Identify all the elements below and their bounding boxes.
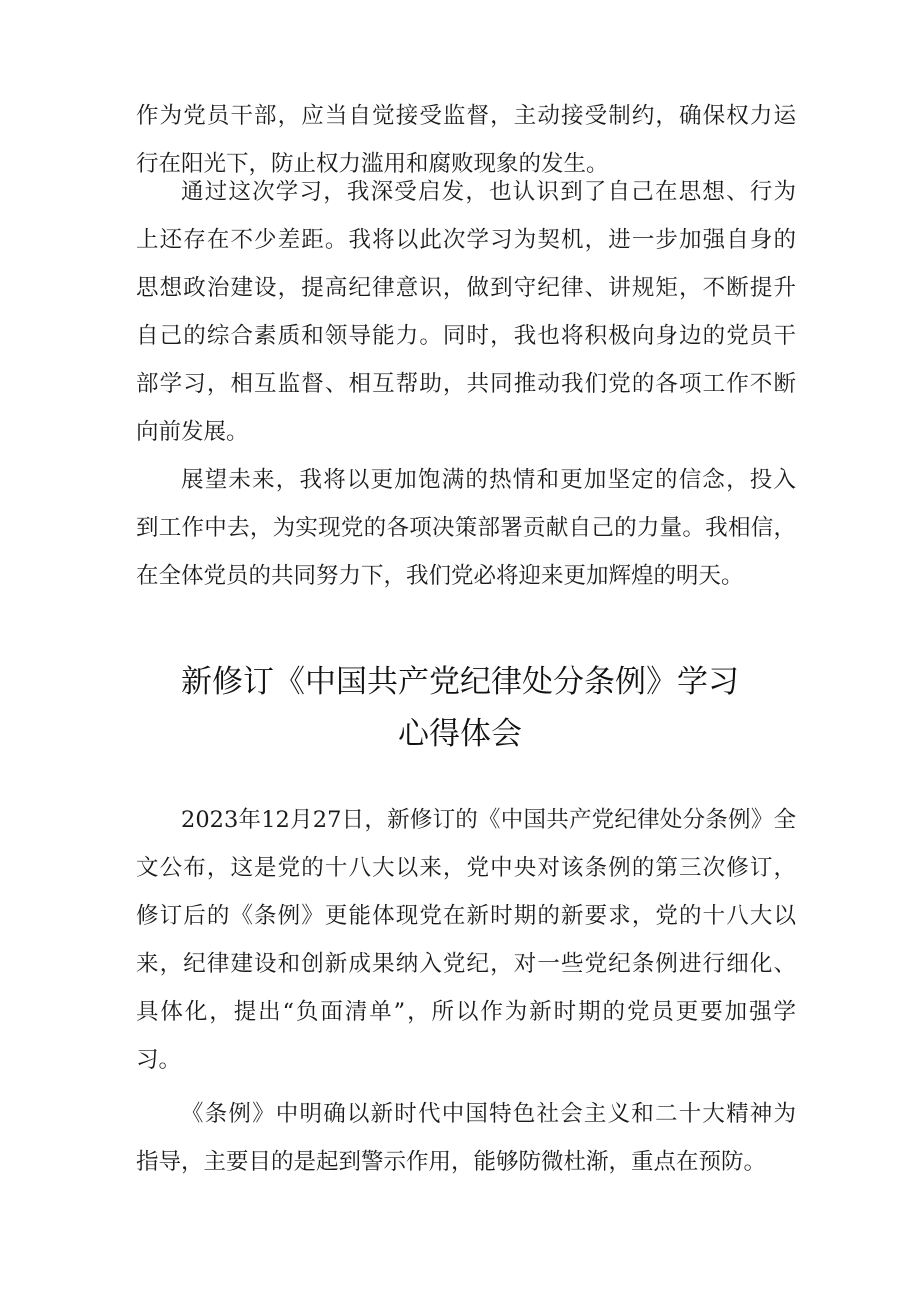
text-line: 自己的综合素质和领导能力。同时，我也将积极向身边的党员干 (136, 323, 796, 349)
text-line: 向前发展。 (136, 419, 249, 445)
title-line: 心得体会 (398, 716, 522, 752)
section-title (0, 656, 920, 760)
paragraph-reflection (136, 168, 796, 456)
paragraph-regulation-release (136, 796, 796, 1084)
text-line: 部学习，相互监督、相互帮助，共同推动我们党的各项工作不断 (136, 371, 796, 397)
text-line: 文公布，这是党的十八大以来，党中央对该条例的第三次修订， (136, 855, 796, 881)
text-line: 2023年12月27日，新修订的《中国共产党纪律处分条例》全 (181, 807, 796, 833)
text-line: 《条例》中明确以新时代中国特色社会主义和二十大精神为 (181, 1101, 796, 1127)
paragraph-regulation-guidance (136, 1090, 796, 1186)
text-line: 行在阳光下，防止权力滥用和腐败现象的发生。 (136, 151, 609, 177)
paragraph-outlook (136, 456, 796, 600)
text-line: 上还存在不少差距。我将以此次学习为契机，进一步加强自身的 (136, 227, 796, 253)
text-line: 习。 (136, 1047, 182, 1073)
text-line: 作为党员干部，应当自觉接受监督，主动接受制约，确保权力运 (136, 103, 796, 129)
text-line: 具体化，提出“负面清单”，所以作为新时期的党员更要加强学 (136, 999, 796, 1025)
title-line: 新修订《中国共产党纪律处分条例》学习 (181, 664, 739, 700)
text-line: 到工作中去，为实现党的各项决策部署贡献自己的力量。我相信， (136, 515, 796, 541)
text-line: 思想政治建设，提高纪律意识，做到守纪律、讲规矩，不断提升 (136, 275, 796, 301)
text-line: 来，纪律建设和创新成果纳入党纪，对一些党纪条例进行细化、 (136, 951, 796, 977)
text-line: 在全体党员的共同努力下，我们党必将迎来更加辉煌的明天。 (136, 563, 744, 589)
text-line: 指导，主要目的是起到警示作用，能够防微杜渐，重点在预防。 (136, 1149, 767, 1175)
text-line: 修订后的《条例》更能体现党在新时期的新要求，党的十八大以 (136, 903, 796, 929)
text-line: 展望未来，我将以更加饱满的热情和更加坚定的信念，投入 (181, 467, 796, 493)
text-line: 通过这次学习，我深受启发，也认识到了自己在思想、行为 (181, 179, 796, 205)
